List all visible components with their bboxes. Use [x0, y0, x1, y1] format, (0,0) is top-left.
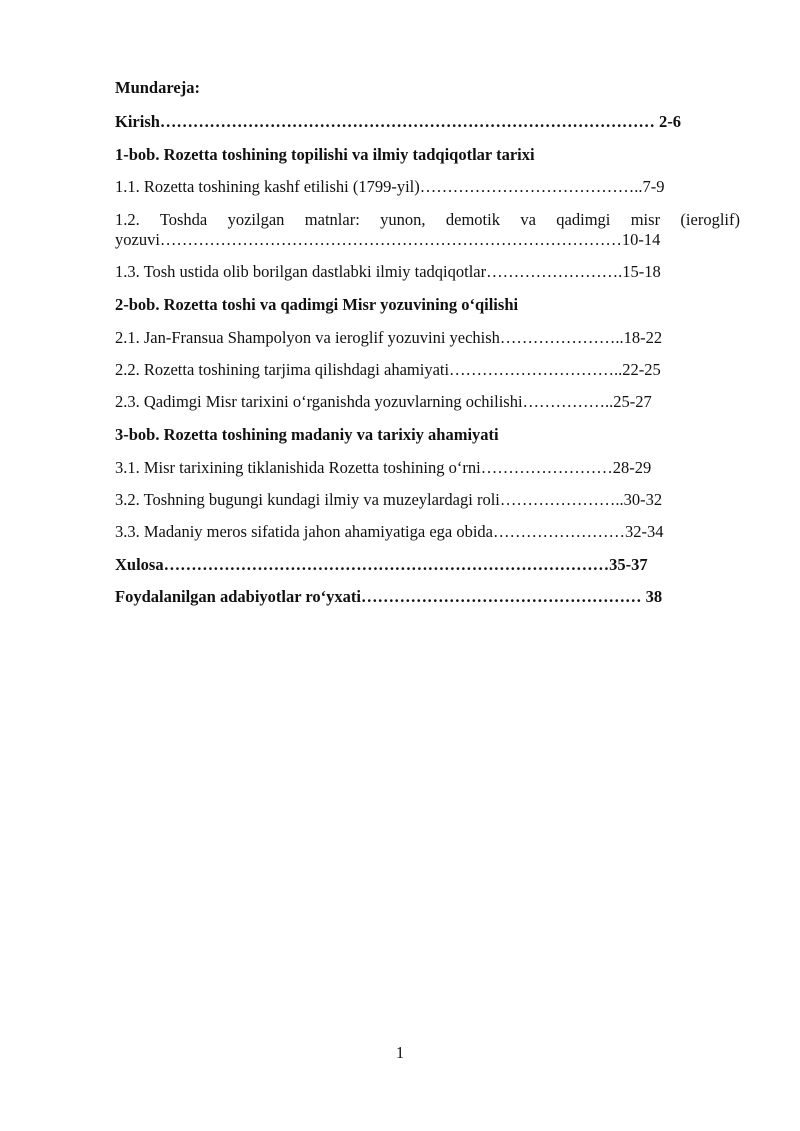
toc-entry-1-1: 1.1. Rozetta toshining kashf etilishi (1799-yil)…………………………………..7-9 [115, 177, 665, 196]
toc-chapter-2: 2-bob. Rozetta toshi va qadimgi Misr yozuvining o‘qilishi [115, 295, 519, 314]
toc-entry-2-3: 2.3. Qadimgi Misr tarixini o‘rganishda yozuvlarning ochilishi……………..25-27 [115, 392, 652, 411]
toc-chapter-1: 1-bob. Rozetta toshining topilishi va ilmiy tadqiqotlar tarixi [115, 145, 535, 164]
page-number: 1 [395, 1043, 405, 1062]
toc-entry-3-2: 3.2. Toshning bugungi kundagi ilmiy va muzeylardagi roli…………………..30-32 [115, 490, 663, 509]
toc-entry-1-2: 1.2. Toshda yozilgan matnlar: yunon, demotik va qadimgi misr (ieroglif) [115, 210, 740, 229]
toc-heading: Mundareja: [115, 78, 200, 97]
toc-entry-2-2: 2.2. Rozetta toshining tarjima qilishdagi ahamiyati…………………………..22-25 [115, 360, 661, 379]
toc-entry-3-1: 3.1. Misr tarixining tiklanishida Rozetta toshining o‘rni……………………28-29 [115, 458, 652, 477]
toc-entry-3-3: 3.3. Madaniy meros sifatida jahon ahamiyatiga ega obida……………………32-34 [115, 522, 664, 541]
toc-entry-kirish: Kirish……………………………………………………………………………… 2-6 [115, 112, 682, 131]
toc-chapter-3: 3-bob. Rozetta toshining madaniy va tarixiy ahamiyati [115, 425, 499, 444]
toc-entry-xulosa: Xulosa………………………………………………………………………35-37 [115, 555, 648, 574]
toc-entry-2-1: 2.1. Jan-Fransua Shampolyon va ieroglif yozuvini yechish…………………..18-22 [115, 328, 663, 347]
toc-entry-bibliography: Foydalanilgan adabiyotlar ro‘yxati…………………………………………… 38 [115, 587, 663, 606]
toc-entry-1-2-continued: yozuvi…………………………………………………………………………10-14 [115, 230, 661, 249]
toc-entry-1-3: 1.3. Tosh ustida olib borilgan dastlabki ilmiy tadqiqotlar…………………….15-18 [115, 262, 661, 281]
